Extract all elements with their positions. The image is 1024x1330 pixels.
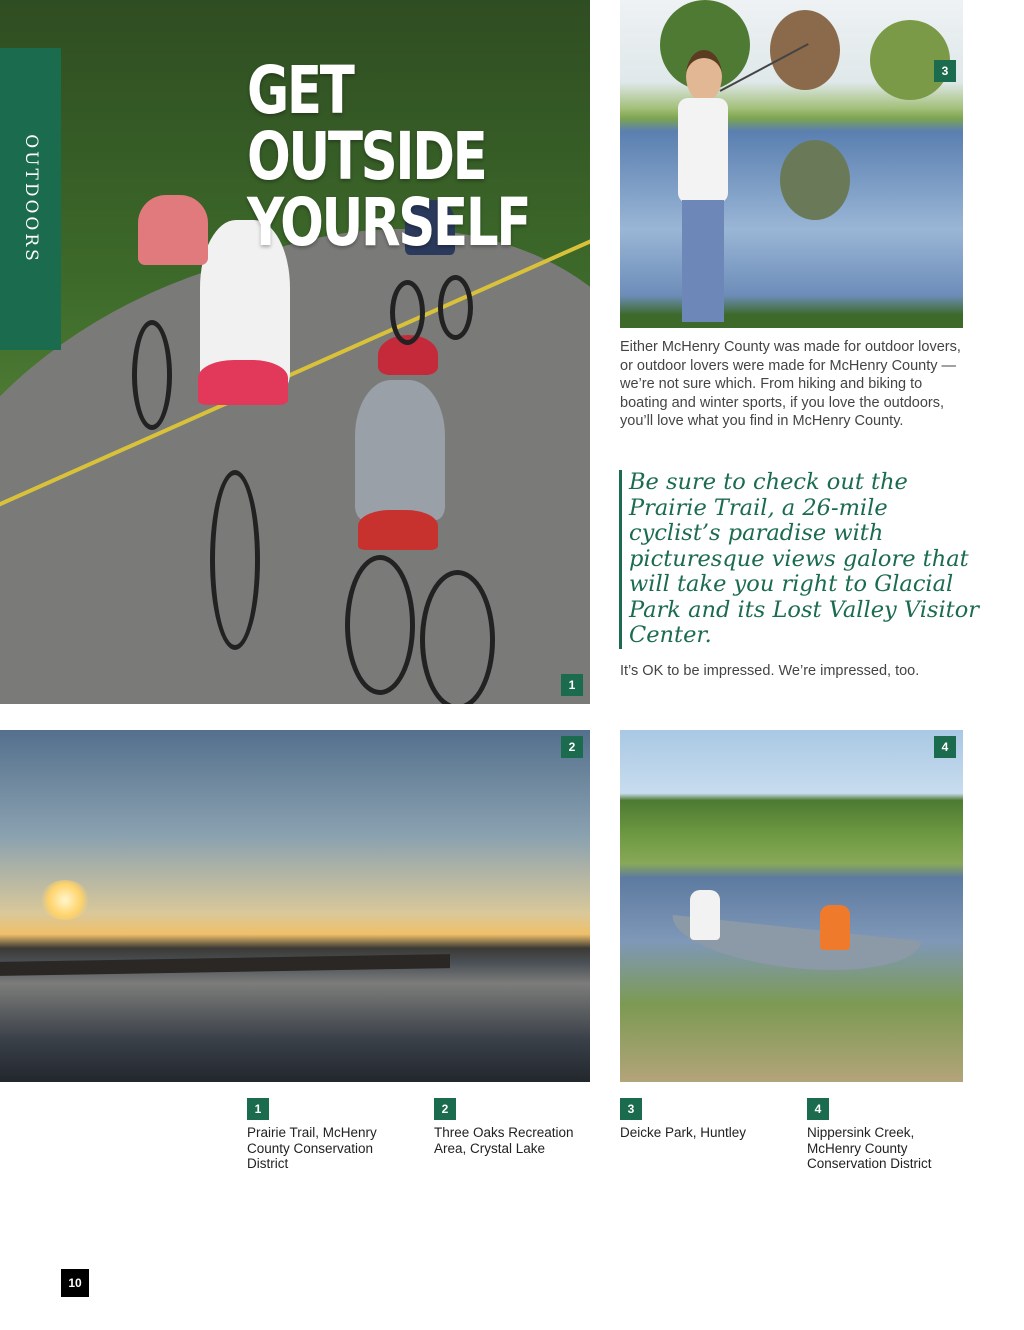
caption-number-badge: 3 bbox=[620, 1098, 642, 1120]
cyclist-boy-shorts bbox=[358, 510, 438, 550]
pull-quote: Be sure to check out the Prairie Trail, a 26-mile cyclist’s paradise with picturesque views galore that will take you right to Glacial Park and its Lost Valley Visitor Center. bbox=[619, 470, 979, 649]
dock bbox=[0, 954, 450, 976]
intro-paragraph: Either McHenry County was made for outdoor lovers, or outdoor lovers were made for McHenry County — we’re not sure which. From hiking and biking to boating and winter sports, if you love the outdoors, you’ll love what you find in McHenry County. bbox=[620, 339, 961, 429]
cyclist-boy bbox=[355, 380, 445, 520]
caption-number-badge: 1 bbox=[247, 1098, 269, 1120]
caption-4 bbox=[807, 1098, 972, 1172]
caption-2 bbox=[434, 1098, 599, 1156]
photo-three-oaks-sunset bbox=[0, 730, 590, 1082]
caption-text: Three Oaks Recreation Area, Crystal Lake bbox=[434, 1125, 574, 1156]
cyclist-man bbox=[138, 195, 208, 265]
bicycle-wheel bbox=[438, 275, 473, 340]
boy-jeans bbox=[682, 200, 724, 322]
photo-number-badge: 1 bbox=[561, 674, 583, 696]
caption-text: Nippersink Creek, McHenry County Conservation District bbox=[807, 1125, 932, 1171]
page-headline bbox=[247, 52, 530, 261]
caption-3 bbox=[620, 1098, 785, 1141]
tagline: It’s OK to be impressed. We’re impressed, too. bbox=[620, 663, 920, 679]
canoeist-woman bbox=[820, 905, 850, 950]
canoeist-man bbox=[690, 890, 720, 940]
caption-number-badge: 2 bbox=[434, 1098, 456, 1120]
photo-number-badge: 2 bbox=[561, 736, 583, 758]
bicycle-wheel bbox=[420, 570, 495, 704]
photo-number-badge: 4 bbox=[934, 736, 956, 758]
caption-text: Prairie Trail, McHenry County Conservation District bbox=[247, 1125, 377, 1171]
bicycle-wheel bbox=[210, 470, 260, 650]
caption-text: Deicke Park, Huntley bbox=[620, 1125, 747, 1140]
tree bbox=[770, 10, 840, 90]
bicycle-wheel bbox=[345, 555, 415, 695]
section-label: OUTDOORS bbox=[20, 134, 41, 264]
sun bbox=[40, 880, 90, 920]
section-tab bbox=[0, 48, 61, 350]
boy-head bbox=[686, 50, 722, 102]
photo-deicke-park-fishing bbox=[620, 0, 963, 328]
cyclist-woman-shorts bbox=[198, 360, 288, 405]
bicycle-wheel bbox=[390, 280, 425, 345]
bicycle-wheel bbox=[132, 320, 172, 430]
photo-nippersink-creek-canoe bbox=[620, 730, 963, 1082]
page-number: 10 bbox=[61, 1269, 89, 1297]
headline-line-2: YOURSELF bbox=[247, 184, 530, 261]
tree-reflection bbox=[780, 140, 850, 220]
headline-line-1: GET OUTSIDE bbox=[247, 52, 486, 195]
caption-number-badge: 4 bbox=[807, 1098, 829, 1120]
caption-1 bbox=[247, 1098, 412, 1172]
boy-shirt bbox=[678, 98, 728, 203]
photo-number-badge: 3 bbox=[934, 60, 956, 82]
